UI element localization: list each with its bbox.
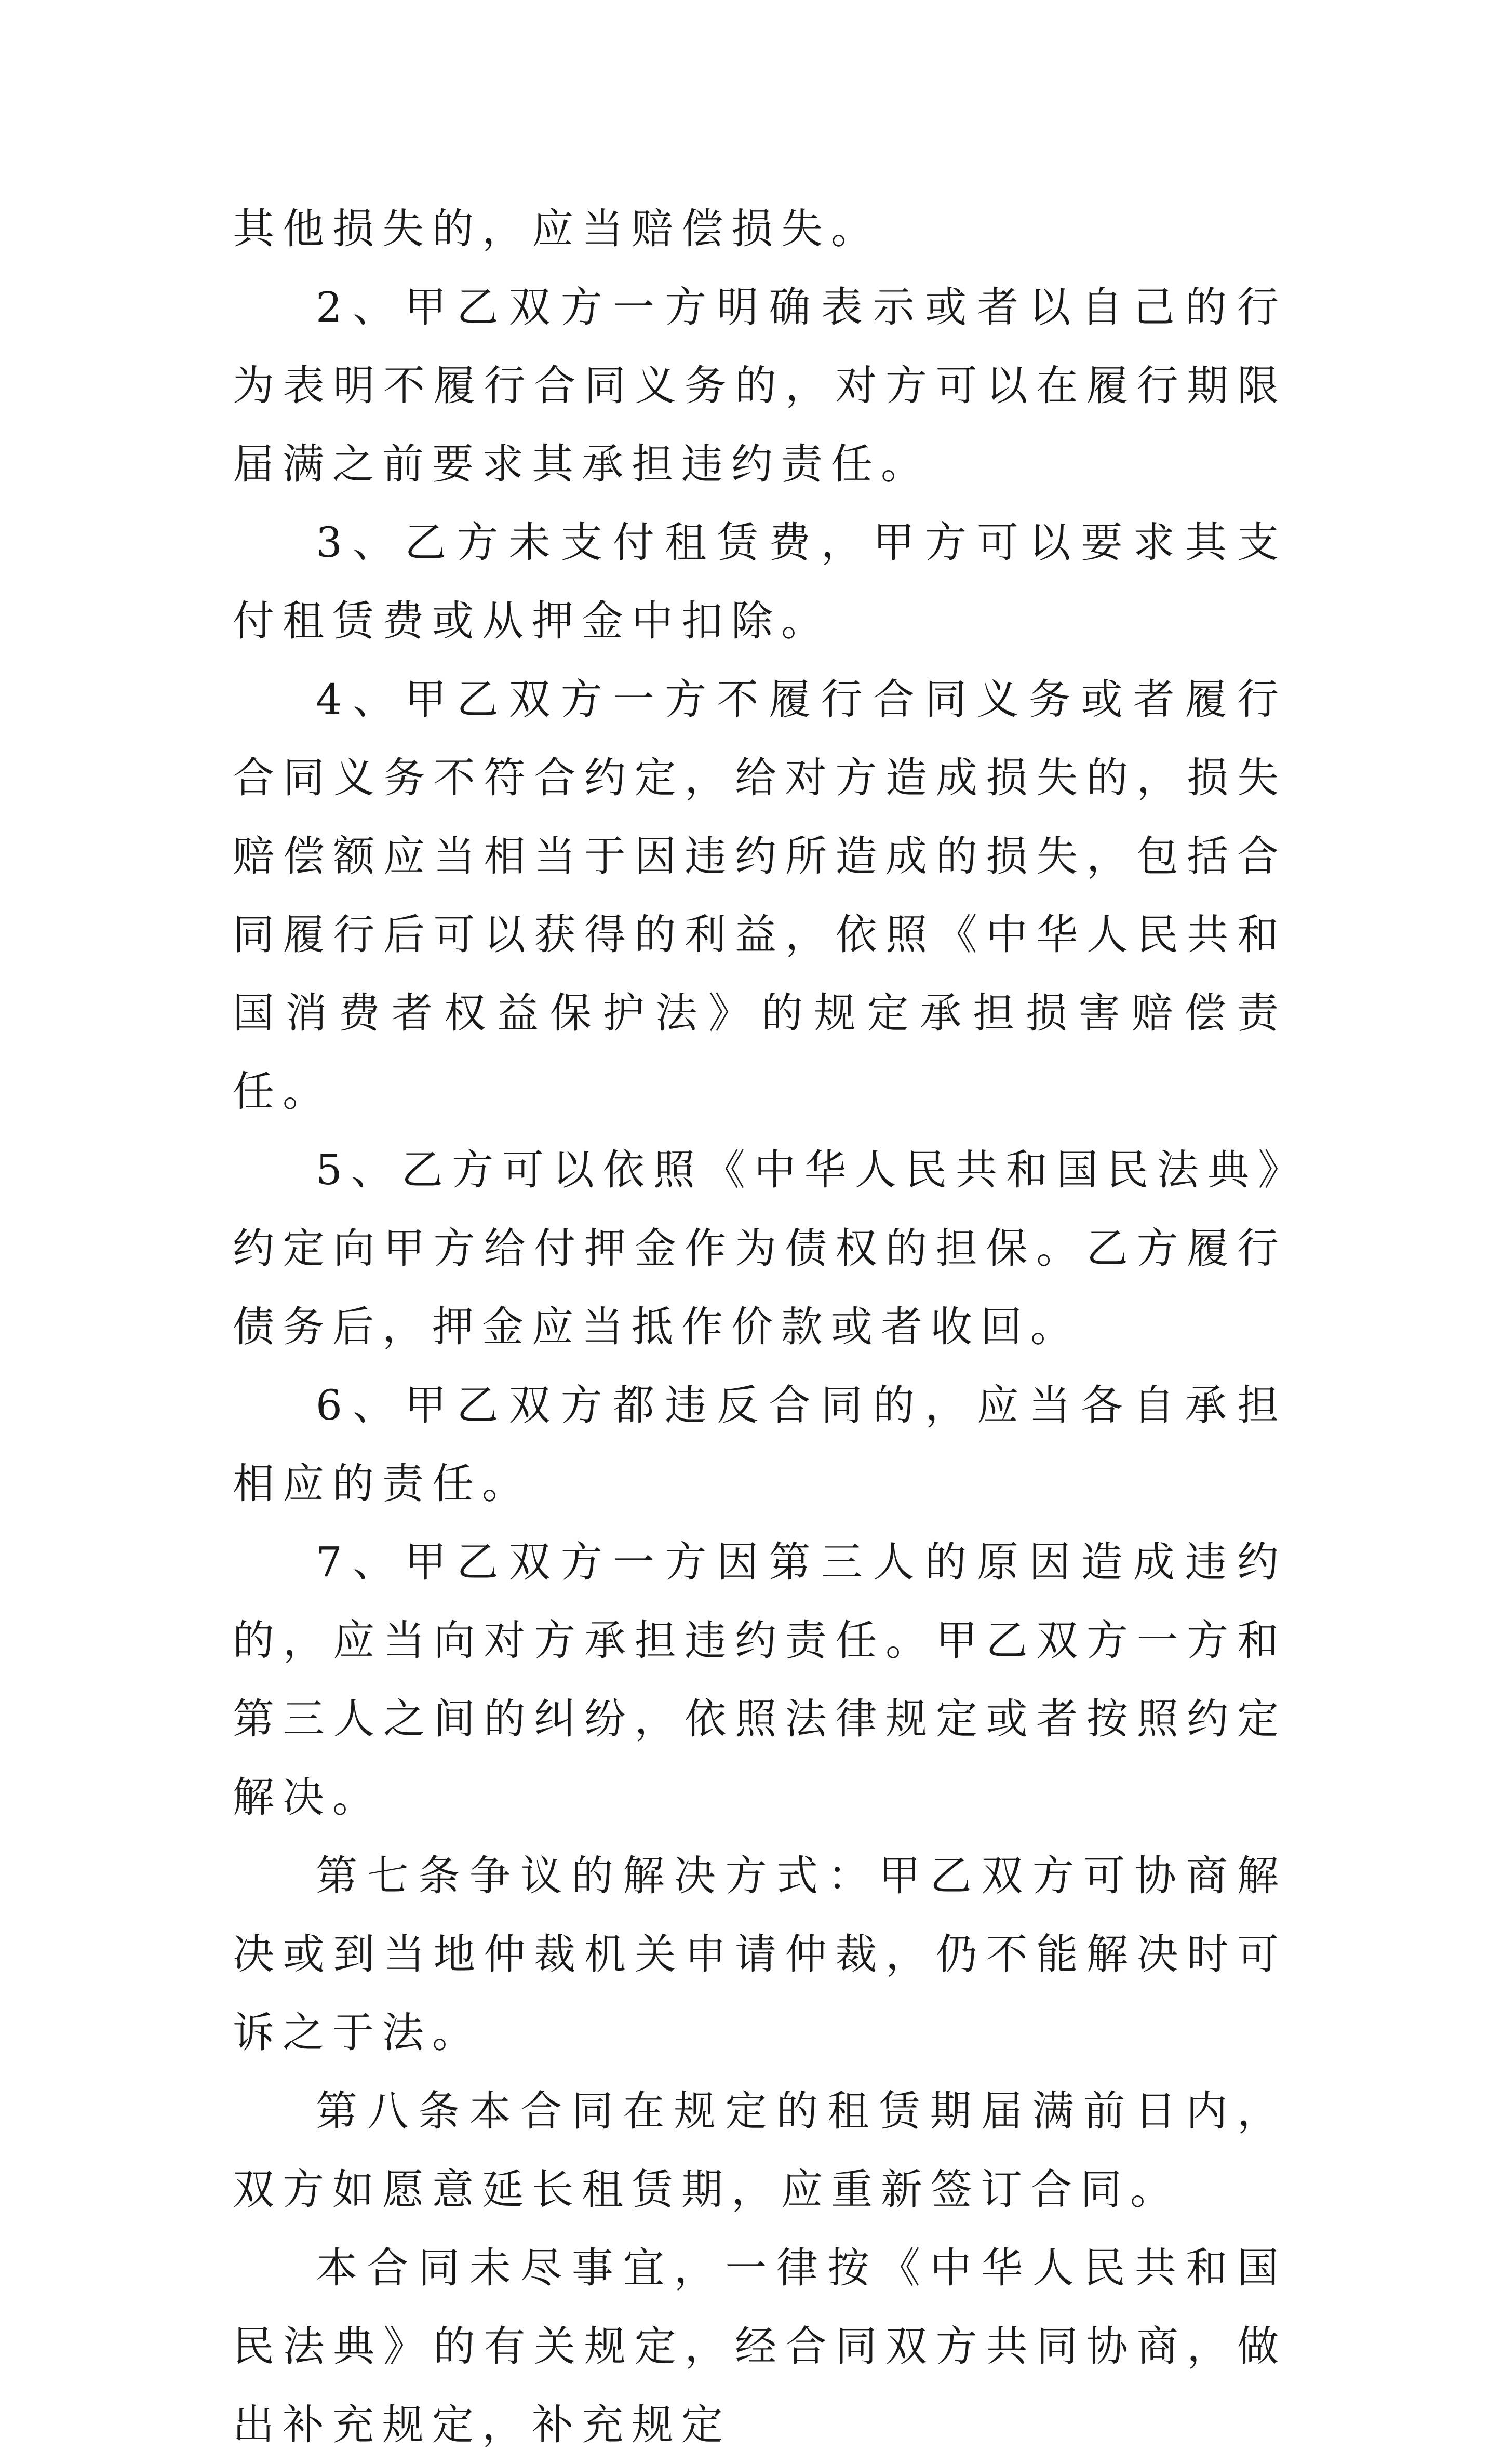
paragraph-article-8: 第八条本合同在规定的租赁期届满前日内，双方如愿意延长租赁期，应重新签订合同。 bbox=[233, 2087, 1287, 2214]
paragraph-clause-7: 7、甲乙双方一方因第三人的原因造成违约的，应当向对方承担违约责任。甲乙双方一方和第三人之间的纠纷，依照法律规定或者按照约定解决。 bbox=[233, 1538, 1287, 1822]
paragraph-clause-5: 5、乙方可以依照《中华人民共和国民法典》约定向甲方给付押金作为债权的担保。乙方履行债务后，押金应当抵作价款或者收回。 bbox=[233, 1146, 1287, 1351]
paragraph-supplementary: 本合同未尽事宜，一律按《中华人民共和国民法典》的有关规定，经合同双方共同协商，做出补充规定，补充规定 bbox=[233, 2244, 1287, 2449]
paragraph-continuation: 其他损失的，应当赔偿损失。 bbox=[233, 205, 881, 253]
paragraph-clause-3: 3、乙方未支付租赁费，甲方可以要求其支付租赁费或从押金中扣除。 bbox=[233, 518, 1287, 645]
paragraph-clause-4: 4、甲乙双方一方不履行合同义务或者履行合同义务不符合约定，给对方造成损失的，损失赔偿额应当相当于因违约所造成的损失，包括合同履行后可以获得的利益，依照《中华人民共和国消费者权益保护法》的规定承担损害赔偿责任。 bbox=[233, 675, 1287, 1116]
paragraph-clause-2: 2、甲乙双方一方明确表示或者以自己的行为表明不履行合同义务的，对方可以在履行期限届满之前要求其承担违约责任。 bbox=[233, 283, 1287, 488]
paragraph-article-7: 第七条争议的解决方式：甲乙双方可协商解决或到当地仲裁机关申请仲裁，仍不能解决时可诉之于法。 bbox=[233, 1852, 1287, 2057]
document-body bbox=[233, 190, 1287, 2464]
paragraph-clause-6: 6、甲乙双方都违反合同的，应当各自承担相应的责任。 bbox=[233, 1381, 1287, 1508]
